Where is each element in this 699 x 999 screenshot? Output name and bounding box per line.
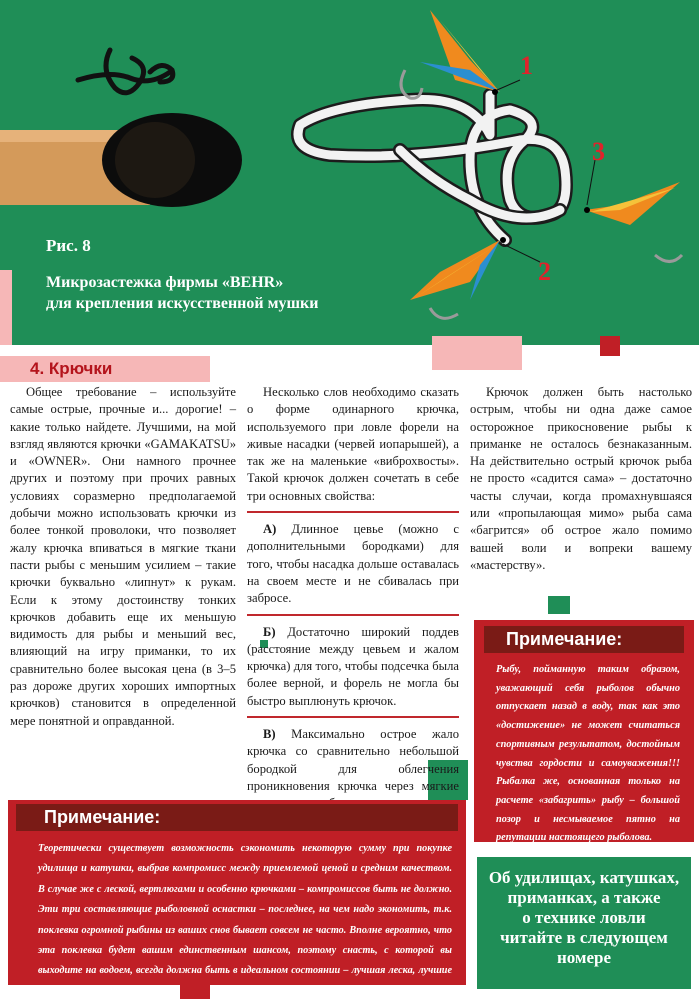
column-2: [247, 384, 459, 813]
figure-number: Рис. 8: [46, 236, 91, 255]
teaser-line: номере: [556, 948, 612, 967]
svg-text:2: 2: [538, 257, 551, 286]
svg-text:1: 1: [520, 51, 533, 80]
divider: [247, 614, 459, 616]
note-text: Рыбу, пойманную таким образом, уважающий себя рыболов обычно отпускает назад в воду, так как это «достижение» не может считаться спортивным результатом, достойным чувства гордости и самоуважения!!! Рыбалка же, основанная только на расчете «забагрить» рыбу – большой позор и несмываемое пятно на репутации настоящего рыболова.: [496, 664, 680, 844]
note-box-right: [474, 620, 694, 842]
section-title: 4. Крючки: [0, 356, 210, 382]
figure-caption: [46, 236, 318, 314]
note-title: Примечание:: [16, 804, 458, 831]
snap-icon: [78, 50, 173, 93]
next-issue-teaser: [477, 857, 691, 989]
fly-right: [584, 182, 682, 262]
match-image: [0, 113, 242, 207]
callout-3: [587, 137, 605, 205]
svg-text:3: 3: [592, 137, 605, 166]
figure-caption-line-2: для крепления искусственной мушки: [46, 295, 319, 312]
property-c-label: В): [263, 727, 276, 742]
property-a-label: А): [263, 522, 277, 537]
note-title: Примечание:: [484, 626, 684, 653]
column-3: [470, 384, 692, 574]
property-b-text: Достаточно широкий поддев (расстояние между цевьем и жалом крючка) для того, чтобы подсечка была более верной, и форель не могла бы быстро выплюнуть крючок.: [247, 624, 459, 708]
teaser-line: читайте в следующем: [500, 928, 668, 947]
figure-caption-line-1: Микрозастежка фирмы «BEHR»: [46, 274, 284, 291]
teaser-line: приманках, а также: [507, 888, 661, 907]
clip-wire: [298, 95, 566, 240]
property-c-text: Максимально острое жало крючка со сравнительно небольшой бородкой для облегчения проникновения крючка через мягкие: [247, 727, 460, 793]
note-box-bottom: [8, 800, 466, 997]
decor-square: [0, 270, 12, 345]
property-a-text: Длинное цевье (можно с дополнительными бородками) для того, чтобы насадка дольше оставалась на своем месте и не сбивалась при забросе.: [247, 522, 459, 606]
divider: [247, 716, 459, 718]
note-text: Теоретически существует возможность сэкономить некоторую сумму при покупке удилища и катушки, выбрав компромисс между приемлемой ценой и средним качеством. В случае же с леской, вертлюгами и особенно крючками – компромиссов быть не должно. Эти три составляющие рыболовной оснастки – последнее, на чем надо экономить, т.к. поклевка огромной рыбины из ваших снов бывает совсем не часто. Вполне вероятно, что эта поклевка будет вашим единственным шансом, поэтому снасть, с которой вы выходите на водоем, всегда должна быть в идеальном состоянии – лучшая леска, лучшие крючки, лучшие вертлюги!!!: [38, 843, 452, 997]
decor-square: [600, 336, 620, 356]
property-a: [247, 521, 459, 607]
column-3-text: Крючок должен быть настолько острым, чтобы ни одна даже самое осторожное прикосновение рыбы к приманке не осталось безнаказанным. На действительно острый крючок рыба не просто «садится сама» – достаточно часты случаи, когда промахнувшаяся или «пропылающая мимо» рыба сама «багрится» об острое жало помимо вашей воли и вопреки вашему «мастерству».: [470, 385, 692, 572]
column-2-intro: Несколько слов необходимо сказать о форме одинарного крючка, используемого при ловле форели на живые насадки (червей иопарышей), а так же на маленькие «виброхвосты». Такой крючок должен сочетать в себе три основных свойства:: [247, 385, 459, 503]
callout-2: [503, 244, 551, 286]
property-b: [247, 624, 459, 710]
decor-square: [548, 596, 570, 614]
teaser-line: Об удилищах, катушках,: [488, 868, 680, 887]
divider: [247, 511, 459, 513]
property-b-label: Б): [263, 624, 276, 639]
column-1: [10, 384, 236, 730]
fly-top: [401, 10, 500, 98]
callout-1: [497, 51, 533, 90]
column-1-text: Общее требование – используйте самые острые, прочные и... дорогие! – какие только найдете. Лучшими, на мой взгляд являются крючки «GAMAKATSU» и «OWNER». Они намного прочнее других и поэтому при прочих равных условиях соразмерно предполагаемой добычи можно использовать крючки из более тонкой проволоки, что позволяет жалу крючка впиваться в мягкие ткани пасти рыбы с меньшим усилием – такие крючки буквально «липнут» к рукам. Если к этому достоинству тонких крючков добавить еще их меньшую видимость для рыбы и меньший вес, влияющий на игру приманки, то их сравнительно более высокая цена (в 3–5 раз дороже других хороших импортных крючков) становится в определенной мере понятной и оправданной.: [10, 385, 236, 728]
decor-square: [432, 336, 522, 370]
fly-bottom: [410, 237, 506, 318]
figure-panel: [0, 0, 699, 345]
teaser-line: о технике ловли: [522, 908, 646, 927]
